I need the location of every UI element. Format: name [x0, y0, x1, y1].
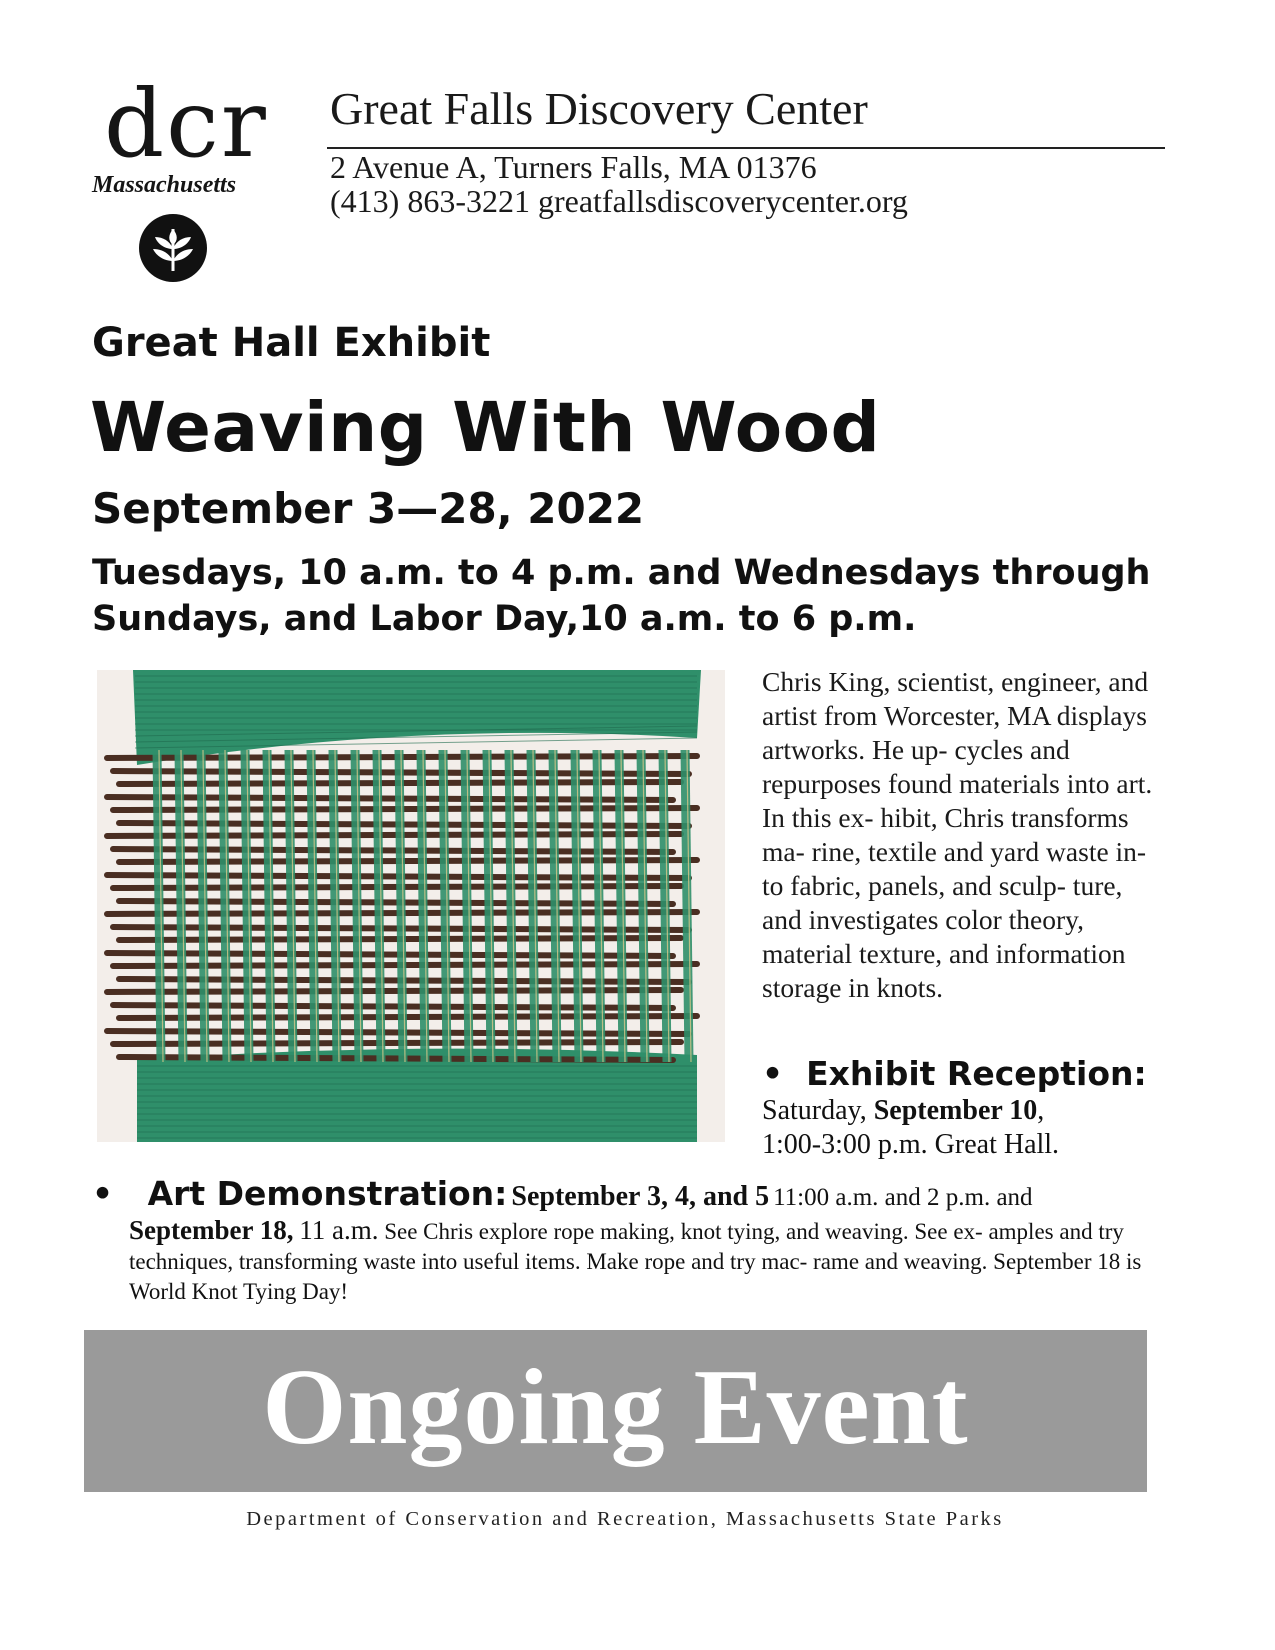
twig: [113, 1042, 681, 1044]
reception-comma: ,: [1037, 1095, 1045, 1126]
art-demonstration: [92, 1174, 1152, 1307]
exhibit-title: Weaving With Wood: [90, 388, 881, 468]
org-name: Great Falls Discovery Center: [330, 83, 868, 134]
dcr-wordmark: dcr: [104, 70, 268, 179]
org-phone-website: (413) 863-3221 greatfallsdiscoverycenter.org: [330, 183, 908, 219]
reception-date: September 10: [873, 1095, 1038, 1126]
demo-times: 11:00 a.m. and 2 p.m. and: [773, 1184, 1033, 1211]
twig: [107, 797, 673, 800]
org-contact-block: [330, 150, 908, 218]
reception-details: [762, 1094, 1059, 1162]
demo-heading: Art Demonstration:: [147, 1174, 508, 1213]
artist-description: Chris King, scientist, engineer, and artist from Worcester, MA displays artworks. He up- cycles and repurposes found materials into art. In this ex- hibit, Chris transforms ma- rine, textile and yard waste in- to fabric, panels, and sculp- ture, and investigates color theory, material texture, and information storage in knots.: [762, 666, 1153, 1003]
leaf-icon: [138, 213, 208, 283]
bullet: •: [762, 1054, 807, 1093]
org-address: 2 Avenue A, Turners Falls, MA 01376: [330, 149, 817, 185]
logo-subtitle: Massachusetts: [92, 172, 237, 198]
twig: [113, 1005, 673, 1008]
twig: [107, 990, 681, 992]
reception-day: Saturday,: [762, 1095, 867, 1126]
ongoing-event-banner: [84, 1330, 1147, 1492]
exhibit-kicker: Great Hall Exhibit: [92, 320, 491, 366]
demo-dates: September 3, 4, and 5: [511, 1181, 770, 1212]
banner-text: Ongoing Event: [262, 1348, 969, 1467]
demo-body: [129, 1215, 1152, 1307]
demo-time2: 11 a.m.: [299, 1215, 379, 1245]
demo-date2: September 18,: [129, 1215, 294, 1245]
exhibit-dates: September 3—28, 2022: [92, 484, 645, 533]
twig: [113, 849, 673, 852]
twig: [107, 953, 673, 956]
demo-description: See Chris explore rope making, knot tying, and weaving. See ex- amples and try techniques, transforming waste into useful items. Make rope and try mac- rame and weaving. September 18 is World Knot Tying Day!: [129, 1219, 1142, 1304]
footer-credit: Department of Conservation and Recreation, Massachusetts State Parks: [246, 1508, 1004, 1530]
exhibit-hours: Tuesdays, 10 a.m. to 4 p.m. and Wednesdays through Sundays, and Labor Day,10 a.m. to 6 p.m.: [92, 553, 1151, 639]
reception-time: 1:00-3:00 p.m. Great Hall.: [762, 1129, 1060, 1160]
bullet: •: [92, 1174, 148, 1213]
reception-heading-text: Exhibit Reception:: [806, 1054, 1147, 1093]
reception-heading: [762, 1054, 1147, 1093]
woven-artwork-photo: [97, 670, 725, 1142]
